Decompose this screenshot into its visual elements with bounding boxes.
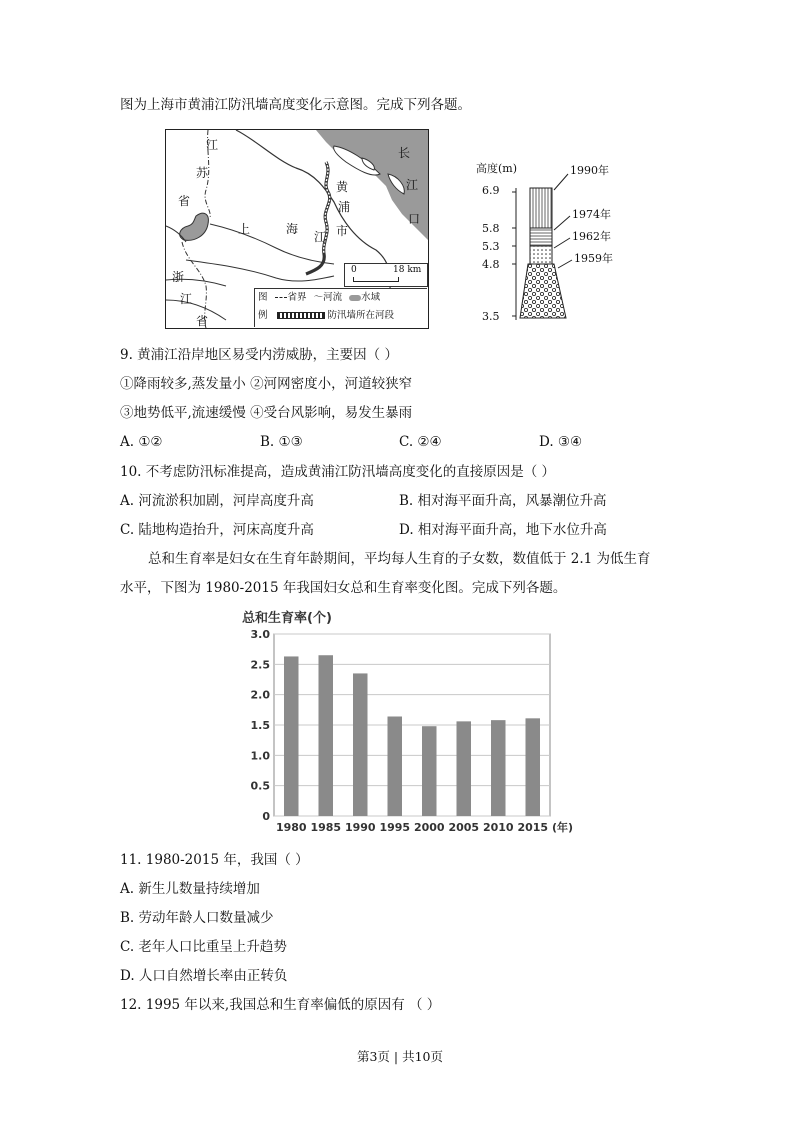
wall-year-1990: 1990年 [570, 164, 609, 177]
wall-tick-5.3: 5.3 [482, 240, 500, 253]
map-label-sheng-zhe: 省 [196, 314, 209, 328]
prov-boundary-icon [275, 297, 287, 298]
scale-line [353, 277, 399, 282]
x-tick-label: 2000 [413, 821, 445, 834]
flood-wall-figure [472, 160, 642, 330]
x-tick-label: 1980 [275, 821, 307, 834]
q10-stem: 10. 不考虑防汛标准提高，造成黄浦江防汛墙高度变化的直接原因是（ ） [120, 464, 556, 480]
y-tick-label: 3.0 [250, 628, 270, 641]
bar-2010 [491, 720, 505, 816]
wall-drawing [472, 160, 642, 330]
y-tick-label: 0 [262, 810, 270, 823]
flood-wall-icon [277, 312, 325, 319]
x-tick-label: 2005 [448, 821, 480, 834]
map-label-chang: 长 [398, 146, 411, 160]
wall-axis-title: 高度(m) [476, 162, 518, 175]
map-scale-bar [344, 263, 428, 287]
q11-option-c[interactable]: C. 老年人口比重呈上升趋势 [120, 939, 287, 955]
legend-tu: 图 [258, 292, 268, 303]
page-footer: 第3页 | 共10页 [356, 1049, 444, 1064]
legend-row-2 [258, 307, 394, 324]
q9-statements-2: ③地势低平,流速缓慢 ④受台风影响，易发生暴雨 [120, 405, 413, 421]
legend-wall: 防汛墙所在河段 [327, 310, 395, 321]
bar-2000 [422, 726, 436, 816]
q11-option-d[interactable]: D. 人口自然增长率由正转负 [120, 968, 288, 984]
q9-option-c[interactable]: C. ②④ [399, 434, 442, 450]
bar-2015 [526, 718, 540, 816]
intro-map: 图为上海市黄浦江防汛墙高度变化示意图。完成下列各题。 [120, 97, 471, 113]
legend-li: 例 [258, 310, 268, 321]
intro-fertility-2: 水平，下图为 1980-2015 年我国妇女总和生育率变化图。完成下列各题。 [120, 580, 567, 596]
q9-option-d[interactable]: D. ③④ [539, 434, 583, 450]
y-tick-label: 0.5 [250, 779, 270, 793]
intro-fertility-1: 总和生育率是妇女在生育年龄期间，平均每人生育的子女数，数值低于 2.1 为低生育 [148, 551, 651, 567]
q11-option-a[interactable]: A. 新生儿数量持续增加 [120, 881, 260, 897]
fertility-chart-svg [240, 608, 574, 838]
wall-tick-5.8: 5.8 [482, 222, 500, 235]
x-tick-label: 2015 [517, 821, 549, 834]
legend-prov: 省界 [287, 292, 307, 303]
map-label-hai: 海 [286, 222, 299, 236]
shanghai-map [165, 129, 429, 329]
legend-water: 水域 [361, 292, 381, 303]
y-tick-label: 2.5 [250, 658, 270, 672]
q9-statements-1: ①降雨较多,蒸发量小 ②河网密度小，河道较狭窄 [120, 376, 413, 392]
x-axis-label: (年) [552, 821, 574, 834]
map-label-su: 苏 [196, 166, 209, 180]
bar-2005 [457, 721, 471, 816]
q11-stem: 11. 1980-2015 年，我国（ ） [120, 852, 309, 868]
map-label-shang: 上 [238, 222, 251, 236]
scale-zero: 0 [351, 265, 357, 275]
wall-tick-6.9: 6.9 [482, 184, 500, 197]
q9-stem: 9. 黄浦江沿岸地区易受内涝威胁，主要因（ ） [120, 347, 398, 363]
map-label-jiang-zhe: 江 [180, 292, 193, 306]
bar-1990 [353, 673, 367, 816]
map-legend [254, 288, 427, 327]
map-label-sheng: 省 [178, 194, 191, 208]
y-tick-label: 1.5 [250, 719, 270, 732]
wall-tick-3.5: 3.5 [482, 310, 500, 323]
q10-option-b[interactable]: B. 相对海平面升高，风暴潮位升高 [399, 493, 607, 509]
scale-dist: 18 km [393, 265, 422, 275]
x-tick-label: 2010 [482, 821, 514, 834]
map-label-jiang-huangpu: 江 [314, 230, 327, 244]
legend-row-1 [258, 289, 380, 306]
bar-1980 [284, 656, 298, 816]
map-label-jiang-chang: 江 [406, 178, 419, 192]
q9-option-a[interactable]: A. ①② [120, 434, 163, 450]
y-tick-label: 2.0 [250, 688, 270, 702]
wall-year-1959: 1959年 [574, 252, 613, 265]
q10-option-c[interactable]: C. 陆地构造抬升，河床高度升高 [120, 522, 314, 538]
x-tick-label: 1985 [310, 821, 342, 834]
bar-1985 [319, 655, 333, 816]
q11-option-b[interactable]: B. 劳动年龄人口数量减少 [120, 910, 274, 926]
wall-year-1974: 1974年 [572, 208, 611, 221]
map-label-huang: 黄 [336, 180, 349, 194]
q10-option-a[interactable]: A. 河流淤积加剧，河岸高度升高 [120, 493, 314, 509]
map-label-pu: 浦 [338, 200, 351, 214]
q12-stem: 12. 1995 年以来,我国总和生育率偏低的原因有 （ ） [120, 997, 441, 1013]
fertility-chart [240, 608, 574, 838]
legend-river: 河流 [323, 292, 343, 303]
x-tick-label: 1995 [379, 821, 411, 834]
wall-year-1962: 1962年 [572, 230, 611, 243]
q10-option-d[interactable]: D. 相对海平面升高，地下水位升高 [399, 522, 607, 538]
river-icon: 〜 [313, 292, 324, 303]
map-label-jiang: 江 [206, 138, 219, 152]
y-tick-label: 1.0 [250, 749, 270, 763]
map-label-shi: 市 [336, 224, 349, 238]
map-label-zhe: 浙 [172, 270, 185, 284]
map-label-kou: 口 [408, 212, 421, 226]
q9-option-b[interactable]: B. ①③ [260, 434, 303, 450]
bar-1995 [388, 717, 402, 816]
chart-title: 总和生育率(个) [242, 611, 332, 626]
x-tick-label: 1990 [344, 821, 376, 834]
wall-tick-4.8: 4.8 [482, 258, 500, 271]
water-icon [349, 295, 361, 301]
